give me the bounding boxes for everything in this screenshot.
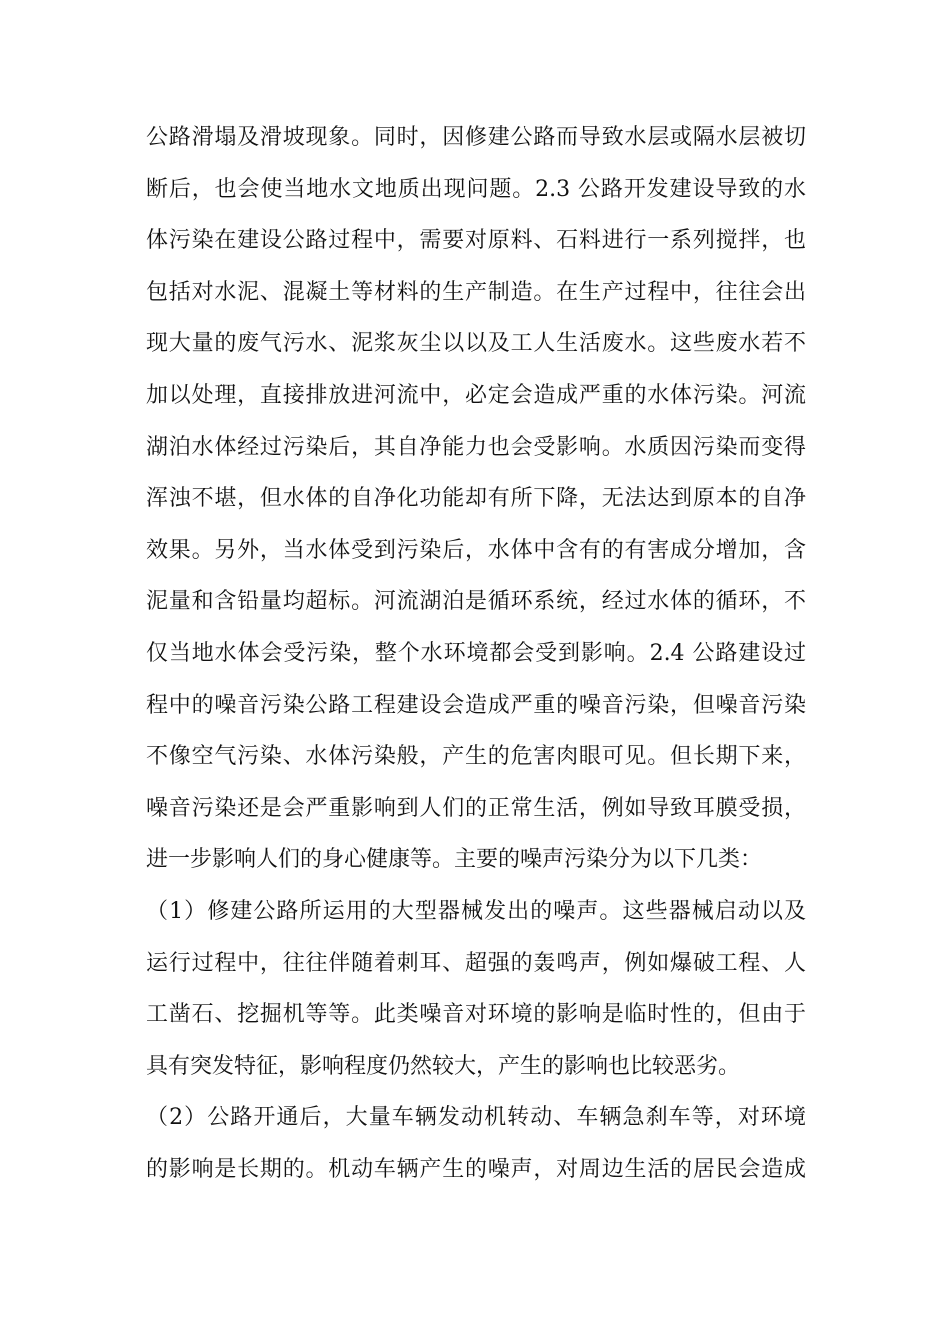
text-line: 湖泊水体经过污染后，其自净能力也会受影响。水质因污染而变得 (146, 434, 806, 460)
body-text (146, 116, 806, 1199)
text-line: 的影响是长期的。机动车辆产生的噪声，对周边生活的居民会造成 (146, 1156, 806, 1182)
text-line: 包括对水泥、混凝土等材料的生产制造。在生产过程中，往往会出 (146, 279, 806, 305)
text-line: 泥量和含铅量均超标。河流湖泊是循环系统，经过水体的循环，不 (146, 589, 806, 615)
text-line: 噪音污染还是会严重影响到人们的正常生活，例如导致耳膜受损， (146, 795, 806, 821)
text-line: 程中的噪音污染公路工程建设会造成严重的噪音污染，但噪音污染 (146, 692, 806, 718)
text-line: 具有突发特征，影响程度仍然较大，产生的影响也比较恶劣。 (146, 1053, 741, 1079)
text-line: （1）修建公路所运用的大型器械发出的噪声。这些器械启动以及 (146, 898, 806, 924)
text-line: 运行过程中，往往伴随着刺耳、超强的轰鸣声，例如爆破工程、人 (146, 950, 806, 976)
text-line: 工凿石、挖掘机等等。此类噪音对环境的影响是临时性的，但由于 (146, 1002, 806, 1028)
text-line: 进一步影响人们的身心健康等。主要的噪声污染分为以下几类： (146, 847, 763, 873)
text-line: 断后，也会使当地水文地质出现问题。2.3 公路开发建设导致的水 (146, 176, 806, 202)
text-line: 加以处理，直接排放进河流中，必定会造成严重的水体污染。河流 (146, 382, 806, 408)
text-line: 效果。另外，当水体受到污染后，水体中含有的有害成分增加，含 (146, 537, 806, 563)
text-line: 现大量的废气污水、泥浆灰尘以以及工人生活废水。这些废水若不 (146, 331, 806, 357)
text-line: 公路滑塌及滑坡现象。同时，因修建公路而导致水层或隔水层被切 (146, 125, 806, 150)
text-line: 仅当地水体会受污染，整个水环境都会受到影响。2.4 公路建设过 (146, 640, 806, 666)
text-line: 体污染在建设公路过程中，需要对原料、石料进行一系列搅拌，也 (146, 228, 806, 254)
text-line: 不像空气污染、水体污染般，产生的危害肉眼可见。但长期下来， (146, 744, 806, 770)
text-line: （2）公路开通后，大量车辆发动机转动、车辆急刹车等，对环境 (146, 1105, 806, 1131)
text-line: 浑浊不堪，但水体的自净化功能却有所下降，无法达到原本的自净 (146, 486, 806, 512)
